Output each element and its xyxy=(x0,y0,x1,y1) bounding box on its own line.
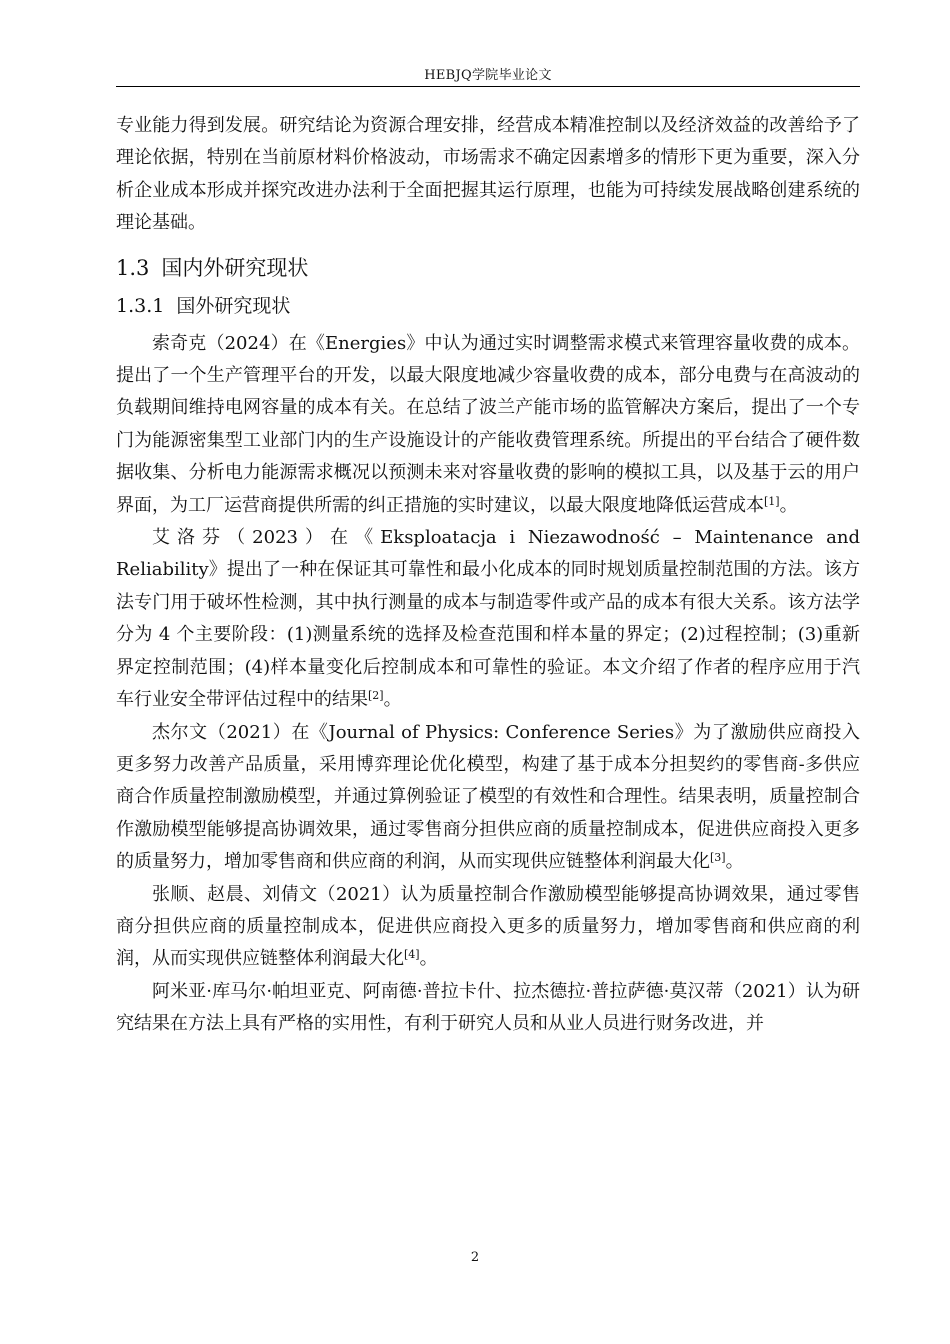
paragraph-text: 张顺、赵晨、刘倩文（2021）认为质量控制合作激励模型能够提高协调效果，通过零售商分担供应商的质量控制成本，促进供应商投入更多的质量努力，增加零售商和供应商的利润，从而实现供应链整体利润最大化 xyxy=(116,883,860,970)
body-paragraph xyxy=(116,717,860,879)
header-rule xyxy=(116,86,860,87)
body-paragraph xyxy=(116,110,860,240)
heading-title: 国外研究现状 xyxy=(176,294,291,317)
citation-reference: [1] xyxy=(764,494,780,508)
page-number: 2 xyxy=(470,1250,480,1265)
citation-reference: [3] xyxy=(710,851,726,865)
citation-reference: [4] xyxy=(404,948,420,962)
paragraph-tail: 。 xyxy=(419,948,438,970)
body-paragraph xyxy=(116,976,860,1041)
document-body xyxy=(116,110,860,1041)
heading-number: 1.3.1 xyxy=(116,294,165,317)
paragraph-tail: 。 xyxy=(779,494,798,516)
paragraph-text: 艾洛芬（2023）在《Eksploatacja i Niezawodność – Maintenance and Reliability》提出了一种在保证其可靠性和最小化成本的同时规划质量控制范围的方法。该方法专门用于破坏性检测，其中执行测量的成本与制造零件或产品的成本有很大关系。该方法学分为 4 个主要阶段：(1)测量系统的选择及检查范围和样本量的界定；(2)过程控制；(3)重新界定控制范围；(4)样本量变化后控制成本和可靠性的验证。本文介绍了作者的程序应用于汽车行业安全带评估过程中的结果 xyxy=(116,527,860,711)
paragraph-text: 索奇克（2024）在《Energies》中认为通过实时调整需求模式来管理容量收费的成本。提出了一个生产管理平台的开发，以最大限度地减少容量收费的成本，部分电费与在高波动的负载期间维持电网容量的成本有关。在总结了波兰产能市场的监管解决方案后，提出了一个专门为能源密集型工业部门内的生产设施设计的产能收费管理系统。所提出的平台结合了硬件数据收集、分析电力能源需求概况以预测未来对容量收费的影响的模拟工具，以及基于云的用户界面，为工厂运营商提供所需的纠正措施的实时建议，以最大限度地降低运营成本 xyxy=(116,332,860,516)
paragraph-tail: 。 xyxy=(725,851,744,873)
paragraph-text: 阿米亚·库马尔·帕坦亚克、阿南德·普拉卡什、拉杰德拉·普拉萨德·莫汉蒂（2021）认为研究结果在方法上具有严格的实用性，有利于研究人员和从业人员进行财务改进，并 xyxy=(116,980,860,1035)
heading-title: 国内外研究现状 xyxy=(161,255,309,280)
paragraph-text: 专业能力得到发展。研究结论为资源合理安排，经营成本精准控制以及经济效益的改善给予了理论依据，特别在当前原材料价格波动，市场需求不确定因素增多的情形下更为重要，深入分析企业成本形成并探究改进办法利于全面把握其运行原理，也能为可持续发展战略创建系统的理论基础。 xyxy=(116,115,860,234)
body-paragraph xyxy=(116,522,860,716)
subsection-heading xyxy=(116,290,860,322)
body-paragraph xyxy=(116,879,860,976)
paragraph-tail: 。 xyxy=(383,689,402,711)
citation-reference: [2] xyxy=(368,689,384,703)
heading-number: 1.3 xyxy=(116,255,150,280)
paragraph-text: 杰尔文（2021）在《Journal of Physics: Conference Series》为了激励供应商投入更多努力改善产品质量，采用博弈理论优化模型，构建了基于成本分担契约的零售商-多供应商合作质量控制激励模型，并通过算例验证了模型的有效性和合理性。结果表明，质量控制合作激励模型能够提高协调效果，通过零售商分担供应商的质量控制成本，促进供应商投入更多的质量努力，增加零售商和供应商的利润，从而实现供应链整体利润最大化 xyxy=(116,721,860,873)
body-paragraph xyxy=(116,328,860,522)
section-heading xyxy=(116,252,860,284)
running-header: HEBJQ学院毕业论文 xyxy=(424,68,552,83)
